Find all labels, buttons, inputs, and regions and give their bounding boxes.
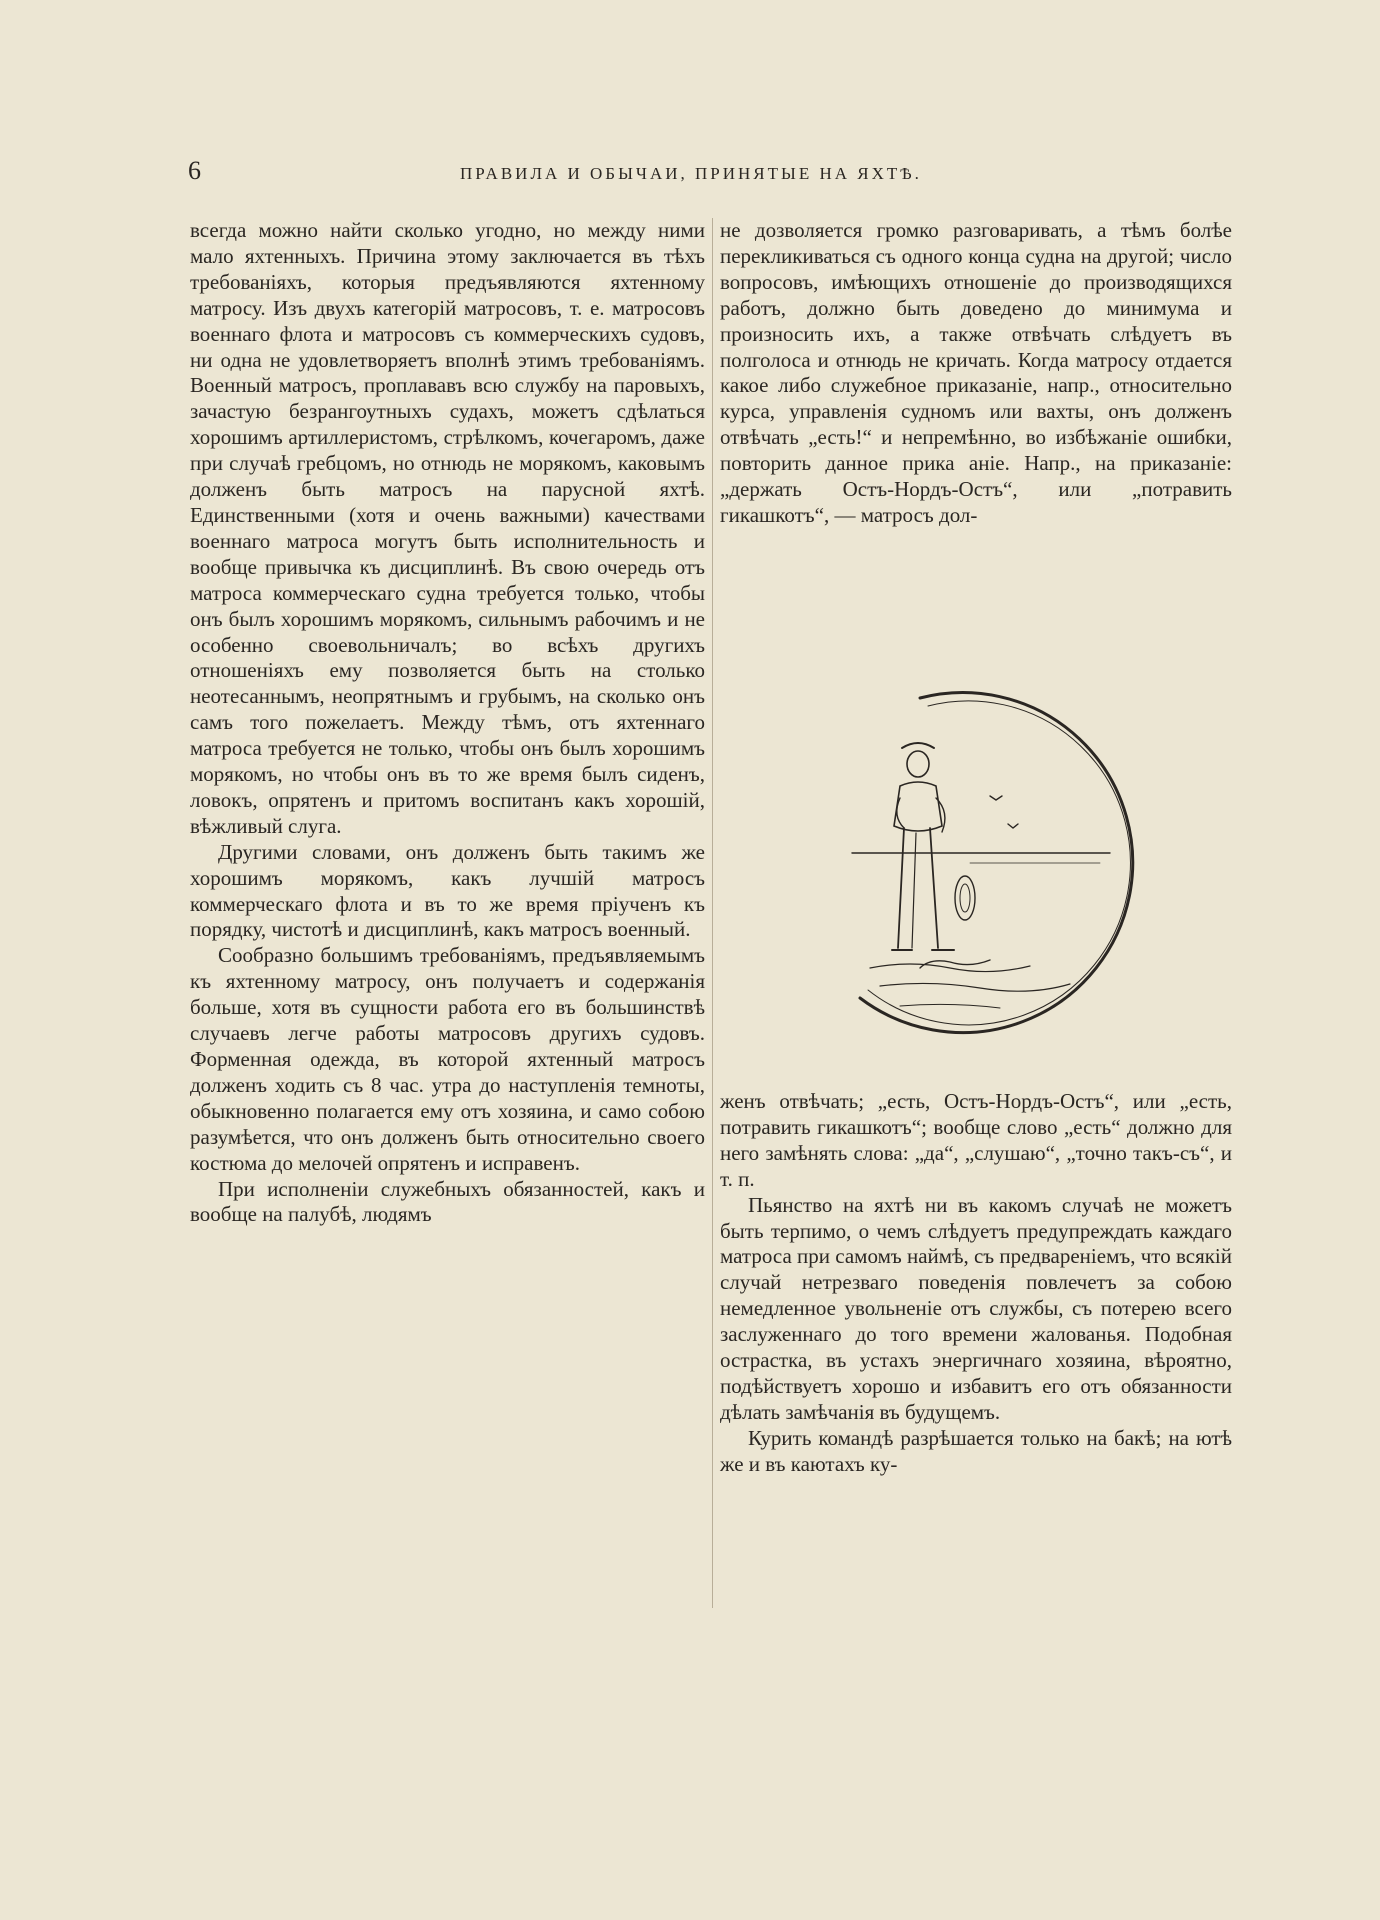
paragraph: Сообразно большимъ требованіямъ, предъявляемымъ къ яхтенному матросу, онъ получаетъ и содержанія больше, хотя въ сущности работа его въ большинствѣ случаевъ легче работы матросовъ другихъ судовъ. Форменная одежда, въ которой яхтенный матросъ долженъ ходить съ 8 час. утра до наступленія темноты, обыкновенно полагается ему отъ хозяина, и само собою разумѣется, что онъ долженъ быть относительно своего костюма до мелочей опрятенъ и исправенъ.: [190, 943, 705, 1175]
paragraph: Пьянство на яхтѣ ни въ какомъ случаѣ не можетъ быть терпимо, о чемъ слѣдуетъ предупреждать каждаго матроса при самомъ наймѣ, съ предвареніемъ, что всякій случай нетрезваго поведенія повлечетъ за собою немедленное увольненіе отъ службы, съ потерею всего заслуженнаго до того времени жалованья. Подобная острастка, въ устахъ энергичнаго хозяина, вѣроятно, подѣйствуетъ хорошо и избавитъ его отъ обязанности дѣлать замѣчанія въ будущемъ.: [720, 1192, 1232, 1424]
paragraph: всегда можно найти сколько угодно, но между ними мало яхтенныхъ. Причина этому заключается въ тѣхъ требованіяхъ, которыя предъявляются яхтенному матросу. Изъ двухъ категорій матросовъ, т. е. матросовъ военнаго флота и матросовъ съ коммерческихъ судовъ, ни одна не удовлетворяетъ вполнѣ этимъ требованіямъ. Военный матросъ, проплававъ всю службу на паровыхъ, зачастую безрангоутныхъ судахъ, можетъ сдѣлаться хорошимъ артиллеристомъ, стрѣлкомъ, кочегаромъ, даже при случаѣ гребцомъ, но отнюдь не морякомъ, каковымъ долженъ быть матросъ на парусной яхтѣ. Единственными (хотя и очень важными) качествами военнаго матроса могутъ быть исполнительность и вообще привычка къ дисциплинѣ. Въ свою очередь отъ матроса коммерческаго судна требуется только, чтобы онъ былъ хорошимъ морякомъ, сильнымъ рабочимъ и не особенно своевольничалъ; во всѣхъ другихъ отношеніяхъ ему позволяется быть на столько неотесаннымъ, неопрятнымъ и грубымъ, на сколько онъ самъ того пожелаетъ. Между тѣмъ, отъ яхтеннаго матроса требуется не только, чтобы онъ былъ хорошимъ морякомъ, но чтобы онъ въ то же время былъ сиденъ, ловокъ, опрятенъ и притомъ воспитанъ какъ хорошій, вѣжливый слуга.: [190, 218, 705, 838]
running-title: ПРАВИЛА И ОБЫЧАИ, ПРИНЯТЫЕ НА ЯХТѢ.: [460, 164, 922, 183]
right-column-bottom: [720, 1089, 1232, 1478]
paragraph: При исполненіи служебныхъ обязанностей, какъ и вообще на палубѣ, людямъ: [190, 1176, 705, 1227]
sailor-vignette-icon: [800, 668, 1160, 1048]
page-number: 6: [188, 156, 201, 185]
paragraph: не дозволяется громко разговаривать, а тѣмъ болѣе перекликиваться съ одного конца судна на другой; число вопросовъ, имѣющихъ отношеніе до производящихся работъ, должно быть доведено до минимума и произносить ихъ, а также отвѣчать слѣдуетъ въ полголоса и отнюдь не кричать. Когда матросу отдается какое либо служебное приказаніе, напр., относительно курса, управленія судномъ или вахты, онъ долженъ отвѣчать „есть!“ и непремѣнно, во избѣжаніе ошибки, повторить данное прика аніе. Напр., на приказаніе: „держать Остъ-Нордъ-Остъ“, или „потравить гикашкотъ“, — матросъ дол-: [720, 218, 1232, 527]
paragraph: Другими словами, онъ долженъ быть такимъ же хорошимъ морякомъ, какъ лучшій матросъ коммерческаго флота и въ то же время пріученъ къ порядку, чистотѣ и дисциплинѣ, какъ матросъ военный.: [190, 839, 705, 942]
paragraph: Курить командѣ разрѣшается только на бакѣ; на ютѣ же и въ каютахъ ку-: [720, 1425, 1232, 1476]
paragraph: женъ отвѣчать; „есть, Остъ-Нордъ-Остъ“, или „есть, потравить гикашкотъ“; вообще слово „есть“ должно для него замѣнять слова: „да“, „слушаю“, „точно такъ-съ“, и т. п.: [720, 1089, 1232, 1191]
left-column: [190, 218, 705, 1228]
right-column-top: [720, 218, 1232, 529]
column-rule: [712, 218, 713, 1608]
